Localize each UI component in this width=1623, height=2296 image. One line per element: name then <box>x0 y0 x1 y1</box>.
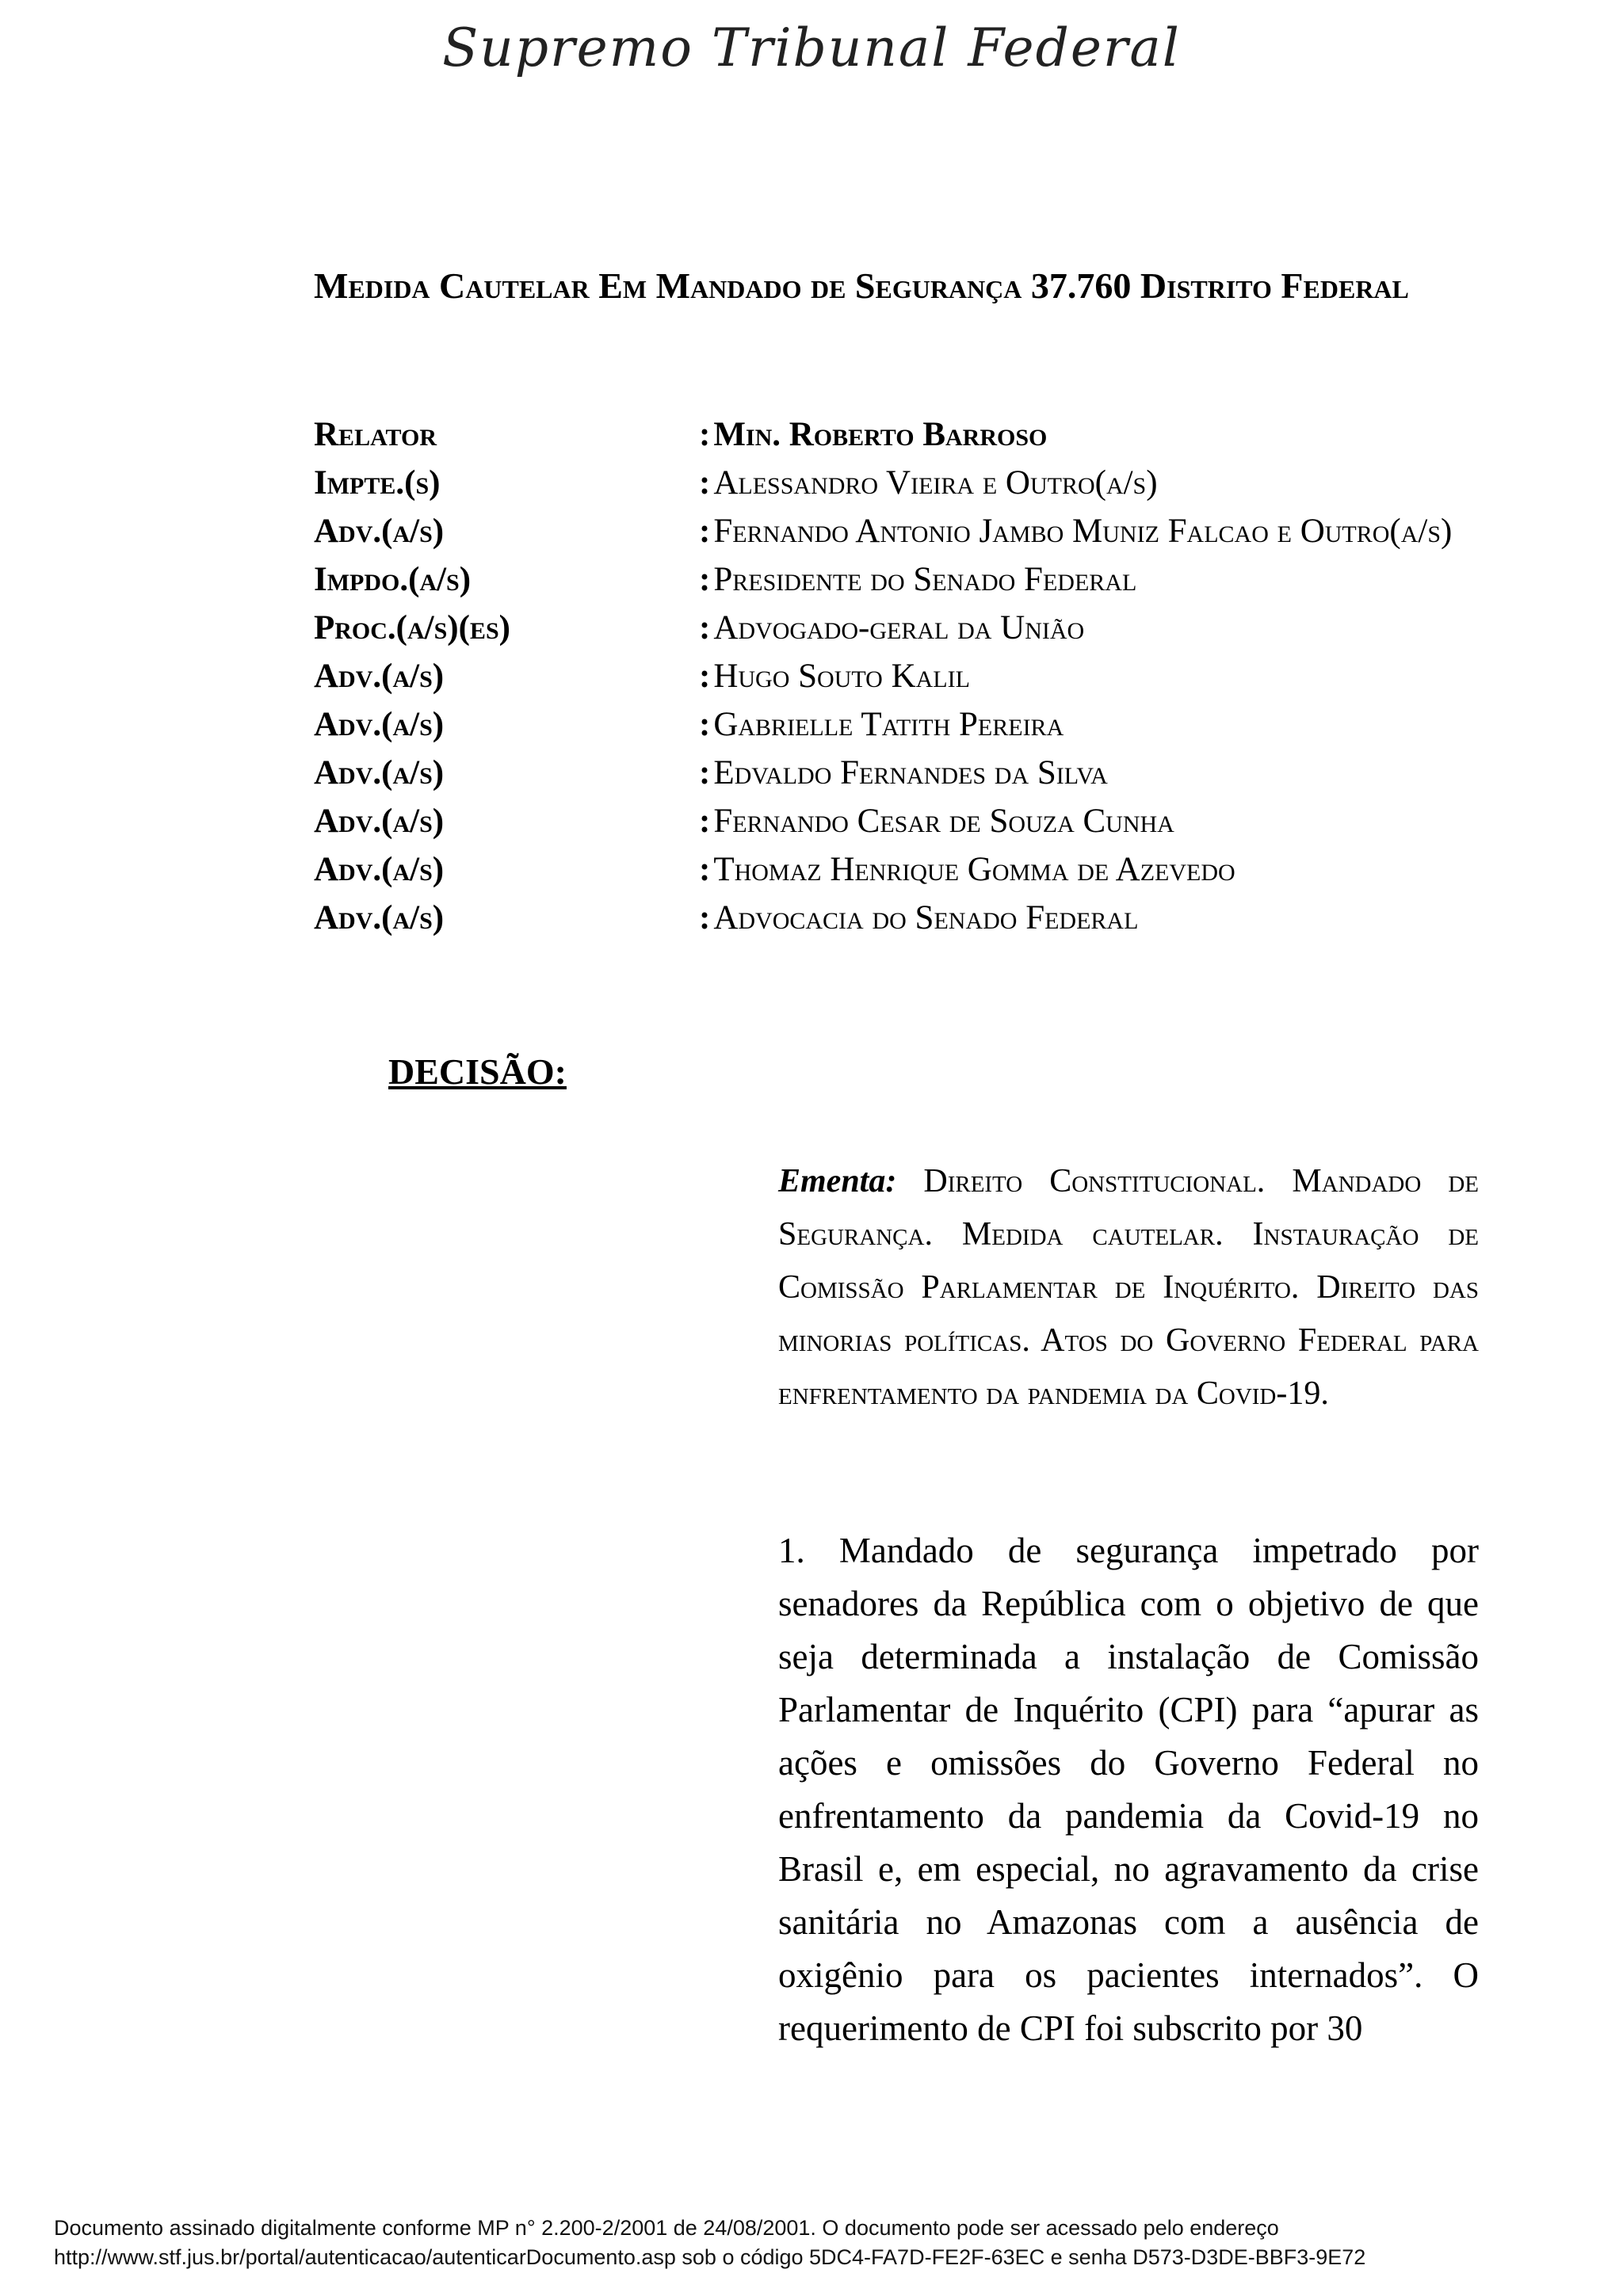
party-name-wrapper: : Fernando Antonio Jambo Muniz Falcao e Outro(a/s) <box>699 507 1479 555</box>
party-name: Gabrielle Tatith Pereira <box>713 706 1064 743</box>
party-name-wrapper: :Advogado-geral da União <box>699 609 1085 646</box>
party-name-wrapper: :Alessandro Vieira e Outro(a/s) <box>699 464 1158 502</box>
party-name-wrapper: :Thomaz Henrique Gomma de Azevedo <box>699 851 1235 888</box>
party-role: Adv.(a/s) <box>314 899 445 936</box>
party-name-wrapper: :Presidente do Senado Federal <box>699 561 1137 598</box>
parties-table <box>314 410 1479 942</box>
footer-line-2: http://www.stf.jus.br/portal/autenticacao/autenticarDocumento.asp sob o código 5DC4-FA7D-FE2F-63EC e senha D573-D3DE-BBF3-9E72 <box>54 2245 1366 2269</box>
party-row-advogado <box>314 894 1479 942</box>
party-name: Thomaz Henrique Gomma de Azevedo <box>713 851 1235 888</box>
party-row-advogado <box>314 700 1479 749</box>
party-name: Fernando Antonio Jambo Muniz Falcao e Outro(a/s) <box>713 513 1453 550</box>
party-name-wrapper: :Fernando Cesar de Souza Cunha <box>699 803 1174 840</box>
party-row-impetrante <box>314 459 1479 507</box>
party-name-wrapper: :Edvaldo Fernandes da Silva <box>699 754 1108 791</box>
court-header: Supremo Tribunal Federal <box>442 17 1181 78</box>
ementa-block <box>778 1155 1479 1421</box>
party-role: Impte.(s) <box>314 464 441 502</box>
ementa-label: Ementa: <box>778 1163 897 1199</box>
party-name: Fernando Cesar de Souza Cunha <box>713 803 1174 840</box>
party-row-relator <box>314 410 1479 459</box>
party-name-wrapper: :Min. Roberto Barroso <box>699 416 1048 453</box>
party-name-wrapper: :Hugo Souto Kalil <box>699 658 970 695</box>
party-row-advogado <box>314 845 1479 894</box>
party-role: Adv.(a/s) <box>314 658 445 695</box>
party-role: Impdo.(a/s) <box>314 561 472 598</box>
party-row-advogado <box>314 507 1479 555</box>
party-name: Hugo Souto Kalil <box>713 658 970 695</box>
decision-paragraph-1: 1. Mandado de segurança impetrado por senadores da República com o objetivo de que seja determinada a instalação de Comissão Parlamentar de Inquérito (CPI) para “apurar as ações e omissões do Governo Federal no enfrentamento da pandemia da Covid-19 no Brasil e, em especial, no agravamento da crise sanitária no Amazonas com a ausência de oxigênio para os pacientes internados”. O requerimento de CPI foi subscrito por 30 <box>778 1531 1479 2048</box>
party-row-advogado <box>314 652 1479 700</box>
party-name: Advocacia do Senado Federal <box>713 899 1139 936</box>
party-name-wrapper: :Advocacia do Senado Federal <box>699 899 1139 936</box>
party-role: Adv.(a/s) <box>314 513 445 550</box>
party-row-procurador <box>314 604 1479 652</box>
party-role: Adv.(a/s) <box>314 803 445 840</box>
party-role: Relator <box>314 416 437 453</box>
party-row-advogado <box>314 749 1479 797</box>
party-row-impetrado <box>314 555 1479 604</box>
party-role: Proc.(a/s)(es) <box>314 609 510 646</box>
party-name: Min. Roberto Barroso <box>713 416 1048 453</box>
party-name: Presidente do Senado Federal <box>713 561 1137 598</box>
party-role: Adv.(a/s) <box>314 851 445 888</box>
ementa-text: Direito Constitucional. Mandado de Segurança. Medida cautelar. Instauração de Comissão Parlamentar de Inquérito. Direito das minorias políticas. Atos do Governo Federal para enfrentamento da pandemia da Covid-19. <box>778 1163 1479 1412</box>
digital-signature-footer <box>54 2214 1607 2272</box>
party-name: Alessandro Vieira e Outro(a/s) <box>713 464 1158 502</box>
party-row-advogado <box>314 797 1479 845</box>
party-name: Edvaldo Fernandes da Silva <box>713 754 1108 791</box>
party-role: Adv.(a/s) <box>314 754 445 791</box>
party-role: Adv.(a/s) <box>314 706 445 743</box>
decision-heading: DECISÃO: <box>388 1051 567 1092</box>
footer-line-1: Documento assinado digitalmente conforme MP n° 2.200-2/2001 de 24/08/2001. O documento pode ser acessado pelo endereço <box>54 2216 1279 2240</box>
party-name-wrapper: :Gabrielle Tatith Pereira <box>699 706 1064 743</box>
party-name: Advogado-geral da União <box>713 609 1085 646</box>
case-title: Medida Cautelar Em Mandado de Segurança 37.760 Distrito Federal <box>314 265 1409 306</box>
